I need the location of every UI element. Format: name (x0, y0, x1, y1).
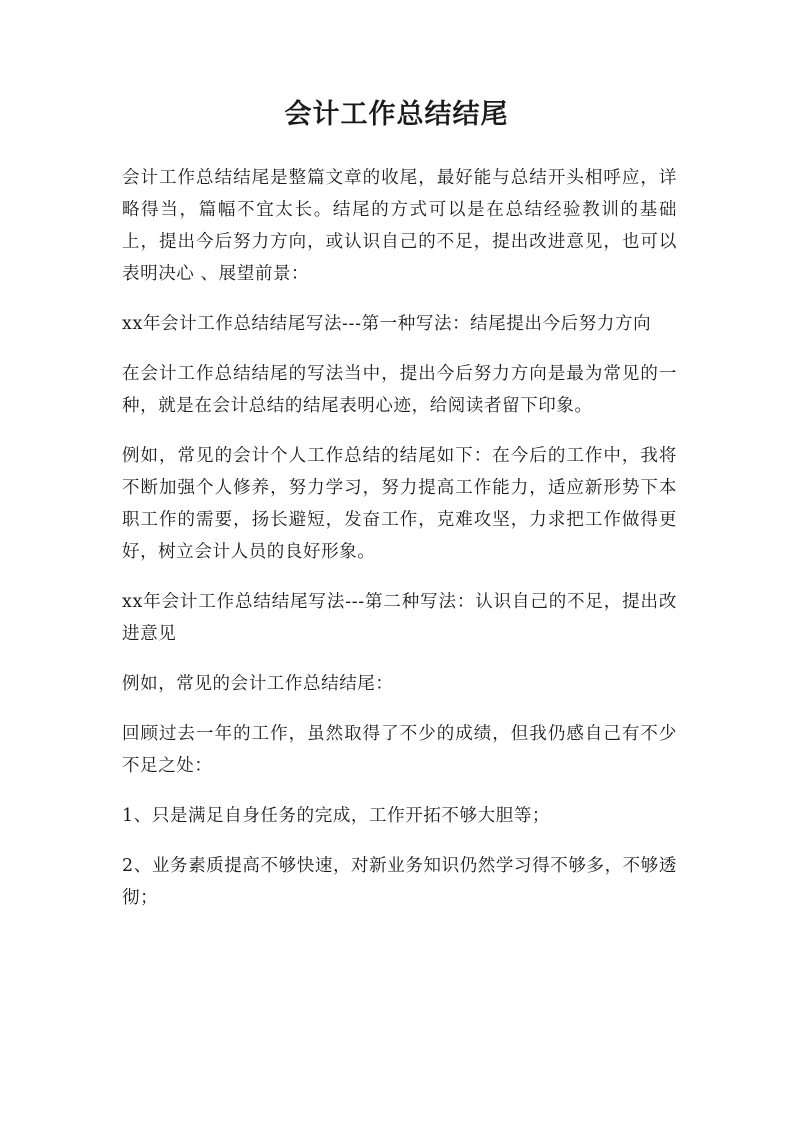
paragraph-review: 回顾过去一年的工作，虽然取得了不少的成绩，但我仍感自己有不少不足之处： (122, 724, 677, 776)
document-title: 会计工作总结结尾 (284, 99, 509, 130)
list-item-shortcoming-1: 1、只是满足自身任务的完成，工作开拓不够大胆等； (122, 806, 551, 826)
paragraph-method-two-heading: xx年会计工作总结结尾写法---第二种写法：认识自己的不足，提出改进意见 (122, 592, 677, 644)
list-item-shortcoming-2: 2、业务素质提高不够快速，对新业务知识仍然学习得不够多，不够透彻； (122, 856, 677, 908)
paragraph-method-one-example: 例如，常见的会计个人工作总结的结尾如下：在今后的工作中，我将不断加强个人修养，努力学习，努力提高工作能力，适应新形势下本职工作的需要，扬长避短，发奋工作，克难攻坚，力求把工作做得更好，树立会计人员的良好形象。 (122, 446, 677, 562)
paragraph-method-one-heading: xx年会计工作总结结尾写法---第一种写法：结尾提出今后努力方向 (122, 314, 652, 334)
document-body (122, 162, 677, 932)
paragraph-method-one-explanation: 在会计工作总结结尾的写法当中，提出今后努力方向是最为常见的一种，就是在会计总结的结尾表明心迹，给阅读者留下印象。 (122, 364, 677, 416)
paragraph-method-two-example-intro: 例如，常见的会计工作总结结尾： (122, 674, 394, 694)
paragraph-intro: 会计工作总结结尾是整篇文章的收尾，最好能与总结开头相呼应，详略得当，篇幅不宜太长。结尾的方式可以是在总结经验教训的基础上，提出今后努力方向，或认识自己的不足，提出改进意见，也可以表明决心 、展望前景： (122, 168, 677, 284)
